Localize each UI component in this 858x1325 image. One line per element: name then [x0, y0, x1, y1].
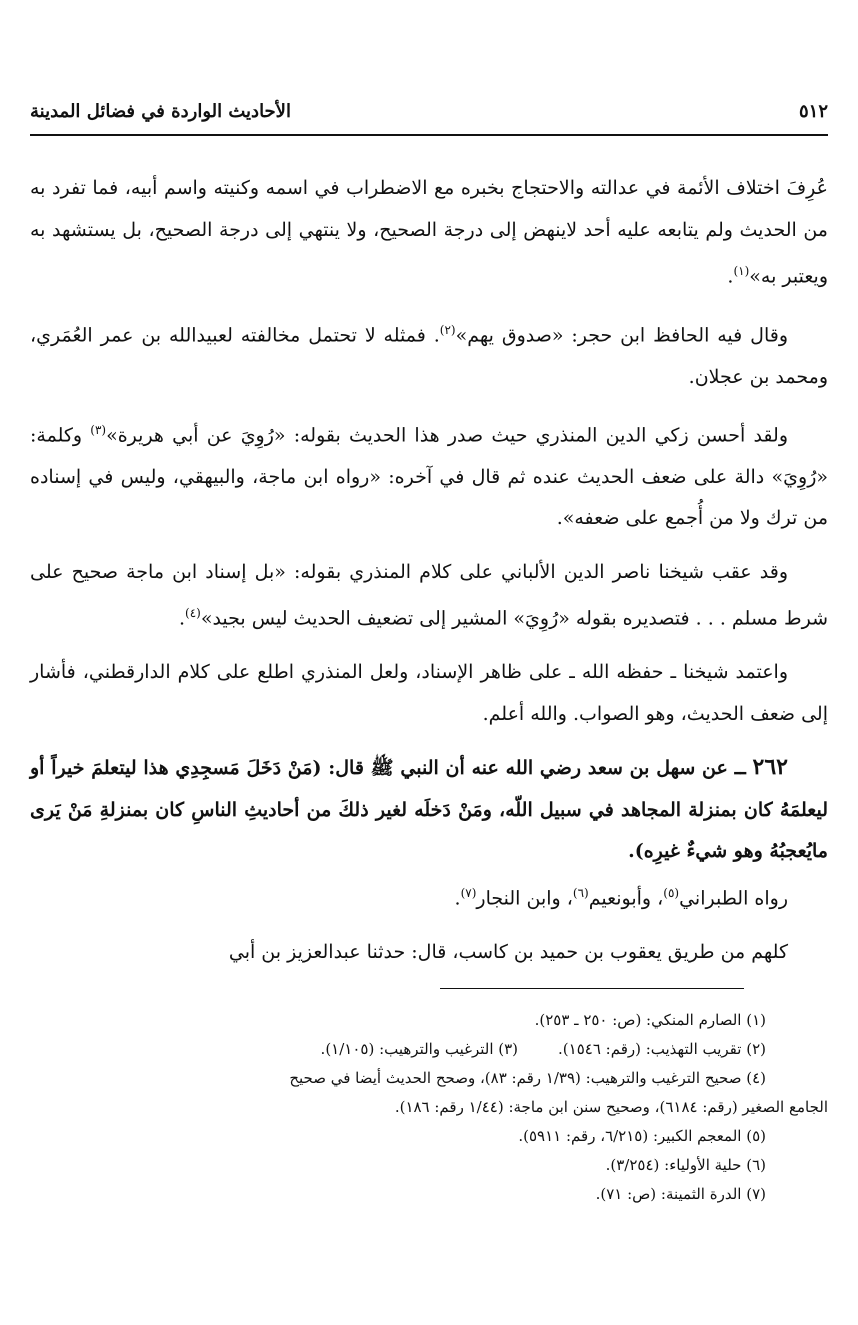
footnotes [30, 1006, 828, 1209]
footnote-ref-2: (٢) [439, 322, 456, 337]
hadith-number: ٢٦٢ [752, 754, 788, 781]
paragraph-1: عُرِفَ اختلاف الأئمة في عدالته والاحتجاج بخبره مع الاضطراب في اسمه وكنيته واسم أبيه، فما تفرد به من الحديث ولم يتابعه عليه أحد لاينهض إلى درجة الصحيح، ولا ينتهي إلى درجة الصحيح، بل يستشهد به ويعتبر به»$^{(١)}$. [30, 177, 828, 288]
hadith-text: عن سهل بن سعد رضي الله عنه أن النبي ﷺ قال: (مَنْ دَخَلَ مَسجِدِي هذا ليتعلمَ خيراً أو ليعلمَهُ كان بمنزلة المجاهد في سبيل اللّه، ومَنْ دَخلَه لغير ذلكَ من أحاديثِ الناسِ كان بمنزلةِ مَنْ يَرى مايُعجبُهُ وهو شيءٌ غيرِه). [30, 757, 828, 863]
footnote-6: (٦) حلية الأولياء: (٣/٢٥٤). [605, 1156, 766, 1174]
header-divider [30, 134, 828, 136]
paragraph-4: وقد عقب شيخنا ناصر الدين الألباني على كلام المنذري بقوله: «بل إسناد ابن ماجة صحيح على شرط مسلم . . . فتصديره بقوله «رُوِيَ» المشير إلى تضعيف الحديث ليس بجيد»$^{(٤)}$. [30, 560, 828, 630]
paragraph-last: كلهم من طريق يعقوب بن حميد بن كاسب، قال: حدثنا عبدالعزيز بن أبي [228, 940, 788, 963]
footnote-2: (٢) تقريب التهذيب: (رقم: ١٥٤٦). [558, 1040, 766, 1058]
footnote-ref-6: (٦) [572, 885, 589, 900]
footnote-5: (٥) المعجم الكبير: (٦/٢١٥، رقم: ٥٩١١). [518, 1127, 766, 1145]
narration-line: رواه الطبراني$^{(٥)}$، وأبونعيم$^{(٦)}$، وابن النجار$^{(٧)}$. [454, 885, 788, 910]
footnote-7: (٧) الدرة الثمينة: (ص: ٧١). [595, 1185, 766, 1203]
footnote-ref-7: (٧) [460, 885, 477, 900]
page-header [30, 86, 828, 122]
footnote-4-continued: الجامع الصغير (رقم: ٦١٨٤)، وصحيح سنن ابن ماجة: (١/٤٤ رقم: ١٨٦). [394, 1098, 828, 1116]
hadith-dash: ــ [727, 757, 753, 780]
footnote-ref-3: (٣) [90, 423, 107, 438]
footnote-4: (٤) صحيح الترغيب والترهيب: (١/٣٩ رقم: ٨٣)، وصحح الحديث أيضا في صحيح [289, 1069, 766, 1087]
main-text [30, 168, 828, 985]
footnote-row-2-3 [30, 1035, 828, 1064]
page-number: ٥١٢ [798, 101, 828, 122]
footnote-3: (٣) الترغيب والترهيب: (١/١٠٥). [320, 1040, 519, 1058]
footnote-ref-5: (٥) [663, 885, 680, 900]
footnote-divider [440, 988, 744, 989]
footnote-ref-4: (٤) [185, 606, 201, 621]
footnote-1: (١) الصارم المنكي: (ص: ٢٥٠ ـ ٢٥٣). [534, 1011, 766, 1029]
running-title: الأحاديث الواردة في فضائل المدينة [30, 101, 291, 122]
paragraph-5: واعتمد شيخنا ـ حفظه الله ـ على ظاهر الإسناد، ولعل المنذري اطلع على كلام الدارقطني، فأشار إلى ضعف الحديث، وهو الصواب. والله أعلم. [30, 661, 828, 725]
paragraph-3: ولقد أحسن زكي الدين المنذري حيث صدر هذا الحديث بقوله: «رُوِيَ عن أبي هريرة»$^{(٣)}$ وكلمة: «رُوِيَ» دالة على ضعف الحديث عنده ثم قال في آخره: «رواه ابن ماجة، والبيهقي، وليس في إسناده من ترك ولا من أُجمع على ضعفه». [30, 423, 828, 530]
footnote-ref-1: (١) [733, 264, 750, 278]
hadith-262 [30, 747, 828, 873]
paragraph-2: وقال فيه الحافظ ابن حجر: «صدوق يهم»$^{(٢)}$. فمثله لا تحتمل مخالفته لعبيدالله بن عمر العُمَري، ومحمد بن عجلان. [30, 322, 828, 388]
